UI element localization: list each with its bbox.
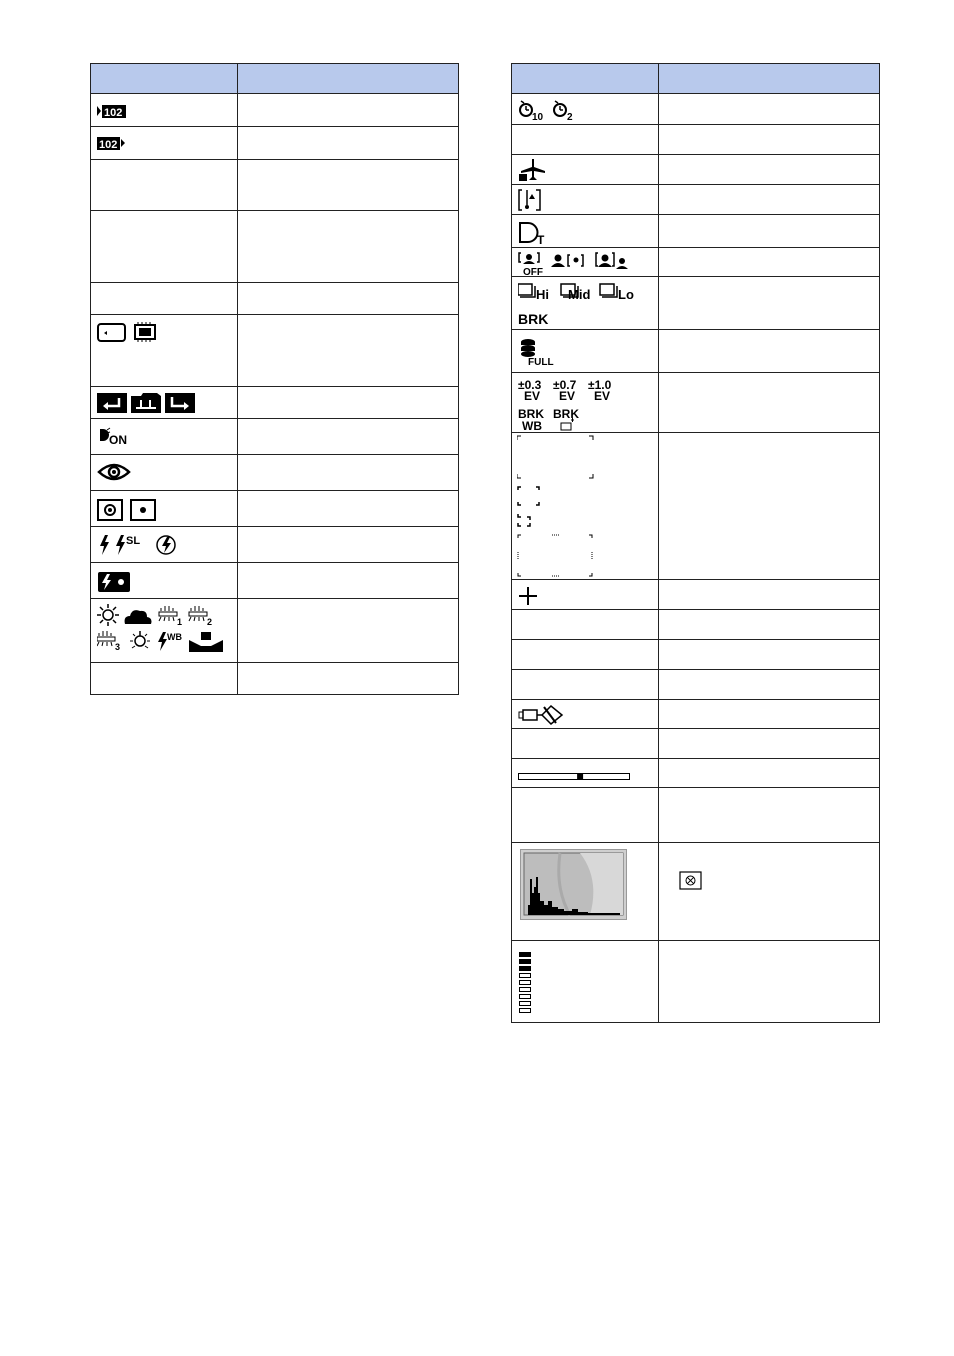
icon-cell <box>91 160 238 211</box>
svg-text:BRK: BRK <box>553 407 579 421</box>
svg-text:±0.7: ±0.7 <box>553 378 577 392</box>
desc-cell <box>238 491 459 527</box>
icon-cell <box>512 788 659 843</box>
desc-cell <box>659 277 880 330</box>
table-row <box>91 387 459 419</box>
svg-text:EV: EV <box>594 389 611 403</box>
table-row <box>512 330 880 373</box>
next-folder-icon <box>97 135 127 151</box>
svg-text:Lo: Lo <box>618 287 634 302</box>
table-row <box>512 788 880 843</box>
desc-cell <box>659 373 880 433</box>
icon-cell <box>512 700 659 729</box>
svg-text:OFF: OFF <box>523 267 543 276</box>
desc-cell <box>659 155 880 185</box>
desc-cell <box>238 387 459 419</box>
desc-cell <box>238 283 459 315</box>
icon-cell <box>512 330 659 373</box>
icon-cell <box>512 640 659 670</box>
table-row <box>91 491 459 527</box>
table-row <box>91 283 459 315</box>
table-header <box>91 64 459 94</box>
desc-cell <box>659 433 880 580</box>
icon-cell <box>512 277 659 330</box>
svg-text:102: 102 <box>99 139 118 151</box>
icon-cell <box>512 94 659 125</box>
desc-cell <box>238 419 459 455</box>
svg-text:T: T <box>537 233 545 245</box>
desc-cell <box>659 759 880 788</box>
table-row <box>91 160 459 211</box>
icon-cell <box>512 759 659 788</box>
desc-cell <box>238 663 459 695</box>
table-row <box>91 94 459 127</box>
self-timer-icons <box>518 99 588 121</box>
table-row <box>512 248 880 277</box>
icon-cell <box>91 491 238 527</box>
svg-text:±0.3: ±0.3 <box>518 378 542 392</box>
svg-text:FULL: FULL <box>528 357 554 368</box>
desc-cell <box>659 610 880 640</box>
table-row <box>512 277 880 330</box>
table-row <box>512 373 880 433</box>
desc-cell <box>659 125 880 155</box>
burst-mode-icons <box>518 282 638 328</box>
svg-text:EV: EV <box>559 389 576 403</box>
table-row <box>512 843 880 941</box>
desc-cell <box>659 788 880 843</box>
table-row <box>512 94 880 125</box>
icon-cell <box>91 599 238 663</box>
desc-cell <box>659 941 880 1023</box>
table-row <box>512 580 880 610</box>
icon-cell <box>512 843 659 941</box>
icon-cell <box>512 155 659 185</box>
icon-cell <box>512 373 659 433</box>
svg-text:SL: SL <box>126 535 141 547</box>
table-row <box>512 433 880 580</box>
previous-folder-icon <box>97 103 127 119</box>
svg-text:3: 3 <box>115 642 121 652</box>
desc-cell <box>238 563 459 599</box>
dro-icon <box>518 221 552 245</box>
table-row <box>91 563 459 599</box>
table-row <box>91 527 459 563</box>
desc-cell <box>659 580 880 610</box>
airplane-mode-icon <box>518 158 548 182</box>
header-cell-indication <box>238 64 459 94</box>
icon-cell <box>512 248 659 277</box>
wb-daylight-icon <box>97 604 119 626</box>
wb-fluorescent-1-icon <box>159 606 182 627</box>
icon-cell <box>91 315 238 387</box>
red-eye-reduction-icon <box>97 461 131 483</box>
table-row <box>512 670 880 700</box>
svg-text:102: 102 <box>104 107 123 119</box>
folder-navigation-icons <box>97 392 197 414</box>
header-cell-indication <box>659 64 880 94</box>
table-row <box>512 155 880 185</box>
flash-mode-icons <box>97 534 177 556</box>
icon-cell <box>91 527 238 563</box>
desc-cell <box>659 185 880 215</box>
level-meter-bar <box>518 772 634 782</box>
table-row <box>512 610 880 640</box>
icon-cell <box>512 729 659 759</box>
svg-text:WB: WB <box>522 419 542 431</box>
wb-fluorescent-2-icon <box>189 606 212 627</box>
svg-text:BRK: BRK <box>518 311 549 327</box>
wb-cloudy-icon <box>125 610 152 624</box>
icon-cell <box>512 125 659 155</box>
icon-cell <box>91 563 238 599</box>
svg-text:±1.0: ±1.0 <box>588 378 612 392</box>
focus-frame-icon <box>518 189 544 211</box>
icon-cell <box>91 455 238 491</box>
svg-text:Hi: Hi <box>536 287 549 302</box>
icon-cell <box>91 211 238 283</box>
metering-mode-icons <box>97 499 159 521</box>
icon-cell <box>512 670 659 700</box>
svg-text:10: 10 <box>532 112 544 121</box>
desc-cell <box>238 160 459 211</box>
table-row <box>512 125 880 155</box>
table-row <box>512 215 880 248</box>
table-row <box>512 729 880 759</box>
desc-cell <box>659 640 880 670</box>
remaining-images-bar-icon <box>518 951 534 1015</box>
wb-flash-icon <box>158 632 182 651</box>
database-full-icon <box>518 338 568 368</box>
header-cell-display <box>512 64 659 94</box>
histogram-unavailable-icon <box>679 871 703 891</box>
desc-cell <box>238 315 459 387</box>
table-row <box>91 455 459 491</box>
svg-text:EV: EV <box>524 389 541 403</box>
svg-text:Mid: Mid <box>568 287 591 302</box>
svg-text:ON: ON <box>109 433 127 445</box>
table-row <box>91 127 459 160</box>
icon-cell <box>512 941 659 1023</box>
table-row <box>512 759 880 788</box>
icon-cell <box>91 387 238 419</box>
level-meter-marker <box>577 773 583 780</box>
desc-cell <box>238 455 459 491</box>
desc-cell <box>238 94 459 127</box>
icon-cell <box>512 185 659 215</box>
table-header <box>512 64 880 94</box>
desc-cell <box>659 729 880 759</box>
flash-charging-icon <box>97 571 131 593</box>
svg-text:WB: WB <box>167 632 182 642</box>
table-row <box>91 315 459 387</box>
icon-cell <box>91 663 238 695</box>
desc-cell <box>659 670 880 700</box>
desc-cell <box>659 94 880 125</box>
icon-cell <box>91 283 238 315</box>
white-balance-icons <box>97 604 237 656</box>
icon-cell <box>512 433 659 580</box>
icon-cell <box>512 580 659 610</box>
svg-text:2: 2 <box>567 112 573 121</box>
svg-text:1: 1 <box>177 617 183 627</box>
desc-cell <box>659 215 880 248</box>
wb-custom-icon <box>189 632 223 652</box>
header-cell-display <box>91 64 238 94</box>
left-icon-table <box>90 63 459 695</box>
icon-cell <box>512 215 659 248</box>
icon-cell <box>512 610 659 640</box>
media-card-and-internal-memory-icon <box>97 321 161 343</box>
desc-cell <box>659 248 880 277</box>
icon-cell <box>91 94 238 127</box>
af-frame-icons <box>517 435 597 577</box>
table-row <box>512 941 880 1023</box>
desc-cell <box>659 843 880 941</box>
table-row <box>91 599 459 663</box>
desc-cell <box>659 700 880 729</box>
bracket-ev-icons <box>518 377 628 431</box>
svg-text:2: 2 <box>207 617 213 627</box>
icon-cell <box>91 419 238 455</box>
af-illuminator-on-icon <box>97 427 137 445</box>
table-row <box>91 211 459 283</box>
table-row <box>512 640 880 670</box>
table-row <box>512 700 880 729</box>
spot-metering-crosshair-icon <box>518 586 538 606</box>
icon-cell <box>91 127 238 160</box>
desc-cell <box>238 127 459 160</box>
usb-connection-disabled-icon <box>518 705 564 725</box>
desc-cell <box>238 599 459 663</box>
face-detection-icons <box>518 252 638 276</box>
desc-cell <box>238 527 459 563</box>
desc-cell <box>659 330 880 373</box>
wb-incandescent-icon <box>130 631 150 648</box>
table-row <box>91 663 459 695</box>
desc-cell <box>238 211 459 283</box>
table-row <box>91 419 459 455</box>
histogram-icon <box>520 849 628 921</box>
svg-text:BRK: BRK <box>518 407 544 421</box>
wb-fluorescent-3-icon <box>97 631 120 652</box>
right-icon-table <box>511 63 880 1023</box>
table-row <box>512 185 880 215</box>
